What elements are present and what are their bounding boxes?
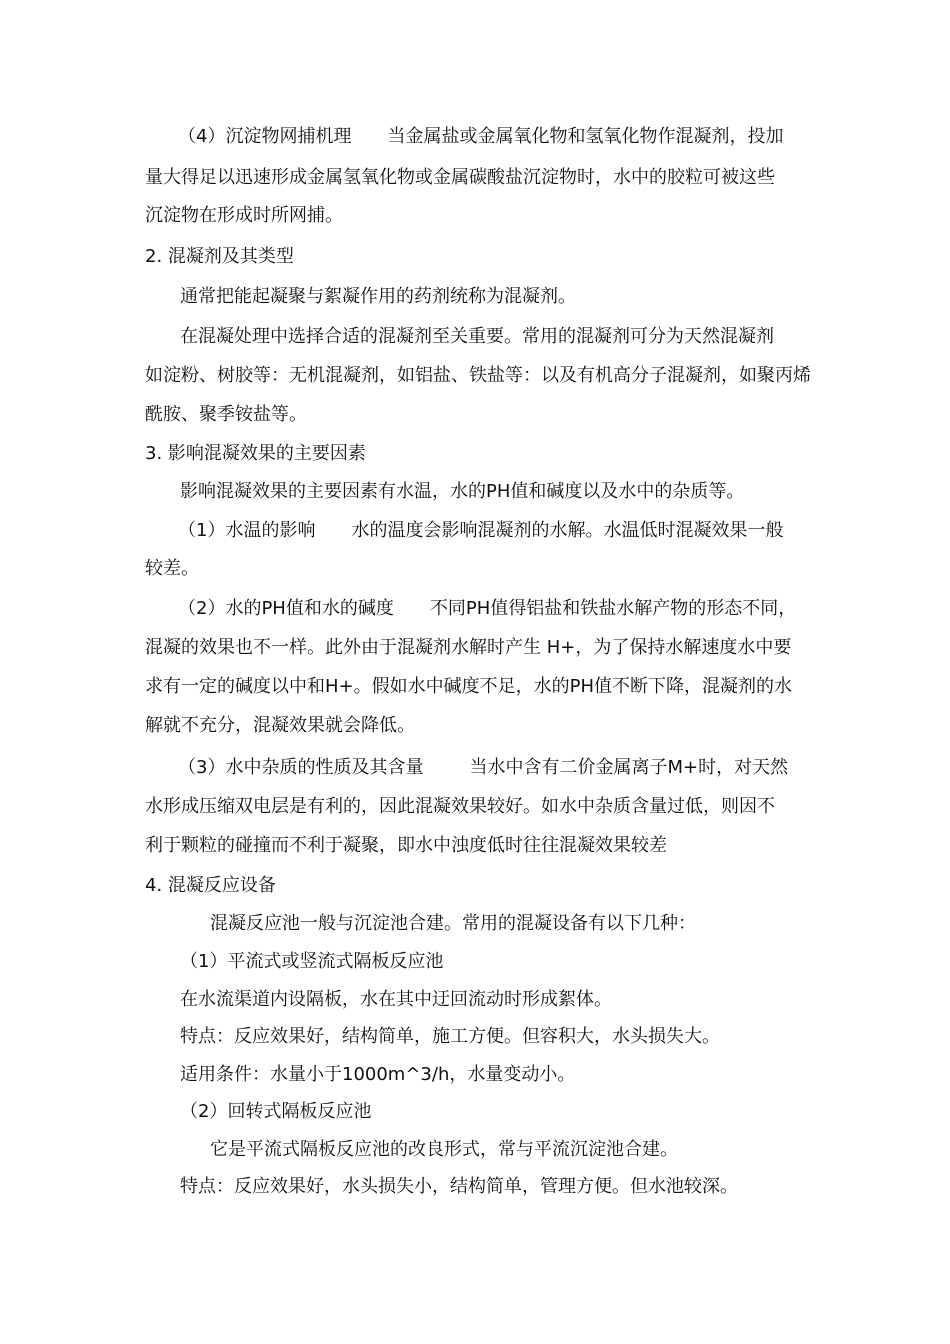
subheading: （2）回转式隔板反应池 (180, 1101, 372, 1122)
paragraph-line: （3）水中杂质的性质及其含量 当水中含有二价金属离子M+时，对天然 (178, 757, 789, 778)
paragraph-line: 利于颗粒的碰撞而不利于凝聚，即水中浊度低时往往混凝效果较差 (145, 835, 667, 856)
subheading: （2）水的PH值和水的碱度 (178, 598, 394, 619)
paragraph-line: 在混凝处理中选择合适的混凝剂至关重要。常用的混凝剂可分为天然混凝剂 (180, 326, 774, 347)
paragraph-line: （4）沉淀物网捕机理 当金属盐或金属氧化物和氢氧化物作混凝剂，投加 (178, 126, 784, 147)
paragraph-line: 特点：反应效果好，结构简单，施工方便。但容积大，水头损失大。 (180, 1026, 720, 1047)
section-heading: 2. 混凝剂及其类型 (145, 246, 294, 267)
paragraph-line: 沉淀物在形成时所网捕。 (145, 205, 343, 226)
paragraph-line: 影响混凝效果的主要因素有水温，水的PH值和碱度以及水中的杂质等。 (180, 481, 745, 502)
paragraph-line: 较差。 (145, 558, 199, 579)
paragraph-line: 酰胺、聚季铵盐等。 (145, 404, 307, 425)
subheading: （4）沉淀物网捕机理 (178, 126, 352, 147)
paragraph-line: 求有一定的碱度以中和H+。假如水中碱度不足，水的PH值不断下降，混凝剂的水 (145, 676, 793, 697)
paragraph-line: 它是平流式隔板反应池的改良形式，常与平流沉淀池合建。 (210, 1139, 678, 1160)
paragraph-line: 通常把能起凝聚与絮凝作用的药剂统称为混凝剂。 (180, 286, 576, 307)
paragraph-line: 在水流渠道内设隔板，水在其中迂回流动时形成絮体。 (180, 989, 612, 1010)
section-heading: 3. 影响混凝效果的主要因素 (145, 443, 366, 464)
subheading: （1）水温的影响 (178, 520, 316, 541)
paragraph-line: 混凝的效果也不一样。此外由于混凝剂水解时产生 H+，为了保持水解速度水中要 (145, 637, 792, 658)
paragraph-line: 量大得足以迅速形成金属氢氧化物或金属碳酸盐沉淀物时，水中的胶粒可被这些 (145, 167, 775, 188)
subheading: （3）水中杂质的性质及其含量 (178, 757, 424, 778)
paragraph-line: 适用条件：水量小于1000m^3/h，水量变动小。 (180, 1064, 576, 1085)
paragraph-line: 解就不充分，混凝效果就会降低。 (145, 715, 415, 736)
paragraph-line: 如淀粉、树胶等：无机混凝剂，如铝盐、铁盐等：以及有机高分子混凝剂，如聚丙烯 (145, 365, 811, 386)
paragraph-line: 特点：反应效果好，水头损失小，结构简单，管理方便。但水池较深。 (180, 1176, 738, 1197)
paragraph-line: 水形成压缩双电层是有利的，因此混凝效果较好。如水中杂质含量过低，则因不 (145, 796, 775, 817)
paragraph-line: （1）水温的影响 水的温度会影响混凝剂的水解。水温低时混凝效果一般 (178, 520, 784, 541)
paragraph-line: 混凝反应池一般与沉淀池合建。常用的混凝设备有以下几种： (210, 913, 696, 934)
section-heading: 4. 混凝反应设备 (145, 875, 276, 896)
paragraph-line: （2）水的PH值和水的碱度 不同PH值得铝盐和铁盐水解产物的形态不同， (178, 598, 797, 619)
subheading: （1）平流式或竖流式隔板反应池 (180, 951, 444, 972)
